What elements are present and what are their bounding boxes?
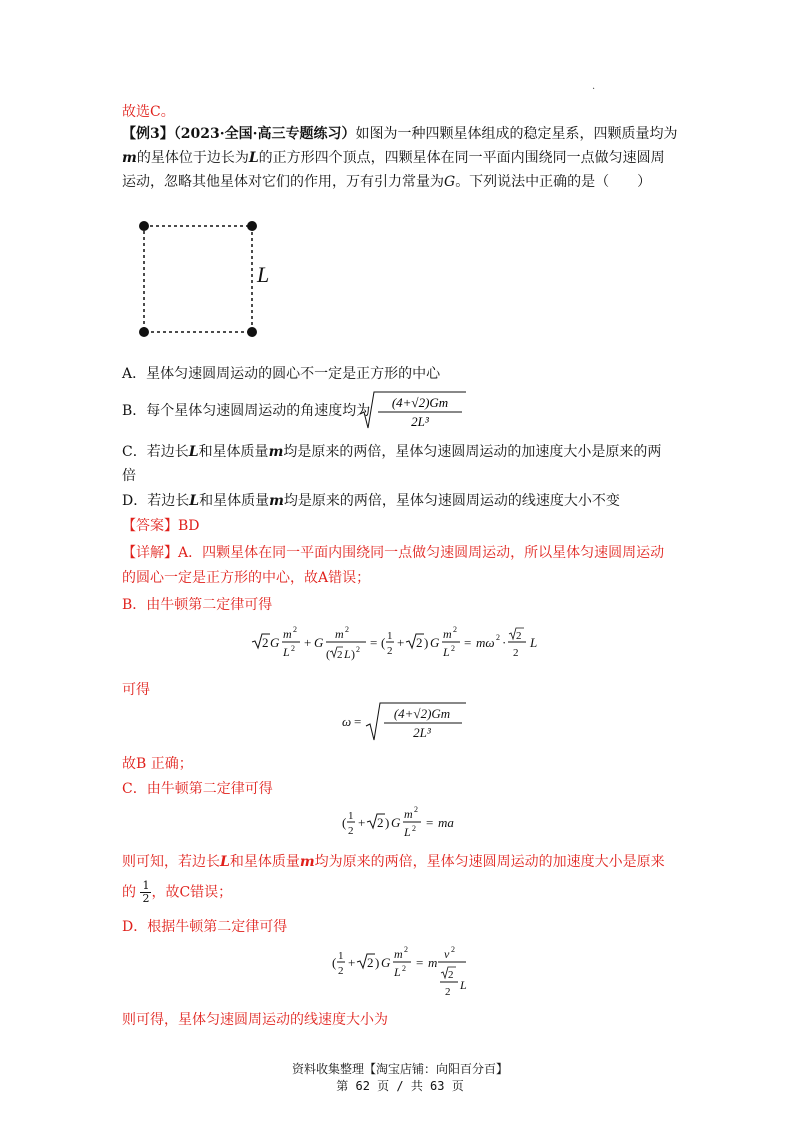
svg-text:2: 2	[513, 647, 519, 659]
equation-2-den: 2L³	[413, 725, 431, 740]
svg-text:1: 1	[348, 810, 354, 822]
option-c-text-a: C．若边长	[122, 444, 189, 460]
svg-text:·: ·	[502, 635, 507, 650]
svg-text:): )	[385, 815, 390, 830]
example-source: （2023·全国·高三专题练习）	[173, 126, 356, 142]
option-d-text-b: 和星体质量	[199, 493, 270, 509]
option-d-text-a: D．若边长	[122, 493, 190, 509]
svg-text:2: 2	[414, 805, 418, 814]
svg-text:1: 1	[387, 630, 393, 642]
svg-text:2: 2	[445, 986, 451, 998]
option-c-line-1	[122, 442, 661, 462]
var-L: L	[248, 150, 259, 166]
footer-page-number: 第 62 页 / 共 63 页	[336, 1079, 464, 1093]
svg-text:2: 2	[453, 625, 457, 634]
explain-c-intro: C．由牛顿第二定律可得	[122, 781, 273, 797]
svg-text:2: 2	[402, 964, 406, 973]
explain-d-intro: D．根据牛顿第二定律可得	[122, 919, 288, 935]
svg-text:+: +	[397, 635, 405, 650]
explain-c-text-c: 均为原来的两倍，星体匀速圆周运动的加速度大小是原来	[314, 854, 665, 870]
svg-text:2: 2	[348, 825, 354, 837]
svg-text:G: G	[314, 635, 324, 650]
svg-text:=: =	[416, 955, 424, 970]
svg-text:L: L	[530, 635, 538, 650]
svg-text:L: L	[443, 645, 450, 659]
svg-text:2: 2	[345, 625, 349, 634]
option-b-text: B．每个星体匀速圆周运动的角速度均为	[122, 403, 371, 419]
svg-text:(: (	[381, 635, 386, 650]
star-top-left	[139, 221, 149, 231]
option-c-text-c: 均是原来的两倍，星体匀速圆周运动的加速度大小是原来的两	[283, 444, 662, 460]
svg-text:m: m	[443, 627, 452, 641]
svg-text:m: m	[428, 955, 438, 970]
svg-text:m: m	[335, 627, 344, 641]
explain-c-var-L: L	[220, 854, 230, 870]
explain-d-then: 则可得，星体匀速圆周运动的线速度大小为	[122, 1012, 388, 1028]
svg-text:m: m	[404, 807, 413, 821]
svg-text:2: 2	[356, 645, 360, 654]
svg-text:L: L	[460, 978, 467, 992]
star-bottom-left	[139, 327, 149, 337]
example-line-3	[122, 172, 651, 192]
explain-c-text-b: 和星体质量	[229, 854, 300, 870]
svg-text:2: 2	[416, 635, 423, 650]
svg-text:2: 2	[337, 649, 343, 661]
example-line-2	[122, 148, 665, 168]
svg-text:2: 2	[496, 633, 500, 642]
example-tag: 【例3】	[122, 126, 174, 142]
equation-2-num: (4+√2)Gm	[393, 706, 451, 721]
svg-text:2: 2	[448, 969, 454, 981]
svg-text:m: m	[283, 627, 292, 641]
svg-text:+: +	[348, 955, 356, 970]
svg-text:=: =	[464, 635, 472, 650]
svg-text:2: 2	[367, 955, 374, 970]
explain-c-line-1	[122, 852, 665, 872]
svg-text:2: 2	[516, 630, 522, 642]
option-c-var-L: L	[188, 444, 199, 460]
svg-text:L: L	[283, 645, 290, 659]
svg-text:): )	[375, 955, 380, 970]
conclusion-line: 故选C。	[122, 104, 175, 120]
svg-text:2: 2	[387, 645, 393, 657]
star-top-right	[247, 221, 257, 231]
footer-source: 资料收集整理【淘宝店铺：向阳百分百】	[291, 1062, 508, 1076]
var-m: m	[122, 150, 137, 166]
svg-text:G: G	[381, 955, 391, 970]
example-text-3b: 。下列说法中正确的是（ ）	[455, 174, 652, 190]
equation-3	[340, 800, 480, 846]
equation-2	[340, 698, 470, 744]
explain-c-text-d: 的	[122, 884, 136, 901]
svg-text:ω: ω	[342, 714, 352, 729]
svg-text:ma: ma	[438, 815, 454, 830]
option-b-formula-num: (4+√2)Gm	[391, 395, 449, 410]
example-text-1: 如图为一种四颗星体组成的稳定星系，四颗质量均为	[355, 126, 678, 142]
option-d-text-c: 均是原来的两倍，星体匀速圆周运动的线速度大小不变	[283, 493, 620, 509]
explain-c-var-m: m	[299, 854, 315, 870]
svg-text:+: +	[304, 635, 312, 650]
svg-text:=: =	[370, 635, 378, 650]
option-c-line-2: 倍	[122, 468, 136, 484]
square-outline	[144, 226, 252, 332]
explain-line-2: 的圆心一定是正方形的中心，故A错误；	[122, 570, 371, 586]
svg-text:L: L	[404, 825, 411, 839]
svg-text:2: 2	[412, 824, 416, 833]
explain-c-text-e: ，故C错误；	[151, 884, 233, 901]
svg-text:+: +	[358, 815, 366, 830]
svg-text:2: 2	[377, 815, 384, 830]
svg-text:mω: mω	[476, 635, 495, 650]
svg-text:2: 2	[262, 635, 269, 650]
explain-c-line-2	[122, 880, 232, 905]
option-d-var-L: L	[189, 493, 200, 509]
option-d-var-m: m	[269, 493, 284, 509]
var-G: G	[444, 174, 456, 190]
corner-mark: ·	[592, 84, 596, 95]
svg-text:m: m	[394, 947, 403, 961]
svg-text:=: =	[426, 815, 434, 830]
svg-text:v: v	[444, 947, 450, 961]
svg-text:G: G	[430, 635, 440, 650]
svg-text:2: 2	[451, 945, 455, 954]
explain-b-intro: B．由牛顿第二定律可得	[122, 597, 273, 613]
equation-4	[330, 940, 480, 1004]
option-d	[122, 491, 620, 511]
svg-text:L: L	[394, 965, 401, 979]
example-text-2: 的星体位于边长为	[136, 150, 249, 166]
example-line-1	[122, 124, 677, 144]
option-b-formula	[358, 388, 468, 432]
explain-c-text-a: 则可知，若边长	[122, 854, 220, 870]
svg-text:1: 1	[338, 950, 344, 962]
svg-text:L: L	[344, 647, 351, 661]
svg-text:=: =	[354, 714, 362, 729]
equation-1	[250, 620, 570, 668]
explain-b-conclusion: 故B 正确；	[122, 756, 193, 772]
svg-text:2: 2	[291, 644, 295, 653]
option-c-text-b: 和星体质量	[198, 444, 269, 460]
star-bottom-right	[247, 327, 257, 337]
svg-text:): )	[351, 647, 355, 661]
example-text-3a: 运动，忽略其他星体对它们的作用，万有引力常量为	[122, 174, 444, 190]
svg-text:(: (	[326, 647, 330, 661]
svg-text:(: (	[332, 955, 337, 970]
svg-text:G: G	[270, 635, 280, 650]
example-text-2b: 的正方形四个顶点，四颗星体在同一平面内围绕同一点做匀速圆周	[258, 150, 665, 166]
figure-side-label: L	[257, 262, 270, 287]
option-b	[122, 401, 370, 421]
option-c-var-m: m	[268, 444, 284, 460]
svg-text:(: (	[342, 815, 347, 830]
svg-text:2: 2	[404, 945, 408, 954]
svg-text:): )	[424, 635, 429, 650]
explain-line-1: 【详解】A．四颗星体在同一平面内围绕同一点做匀速圆周运动，所以星体匀速圆周运动	[122, 545, 665, 561]
svg-text:G: G	[391, 815, 401, 830]
explain-b-then: 可得	[122, 682, 150, 698]
svg-text:2: 2	[451, 644, 455, 653]
svg-text:2: 2	[338, 965, 344, 977]
option-a: A．星体匀速圆周运动的圆心不一定是正方形的中心	[122, 366, 441, 382]
option-b-formula-den: 2L³	[411, 414, 429, 429]
svg-text:2: 2	[293, 625, 297, 634]
fraction-half: $\frac{1}{2}$	[142, 879, 150, 905]
answer-label: 【答案】BD	[122, 518, 200, 534]
